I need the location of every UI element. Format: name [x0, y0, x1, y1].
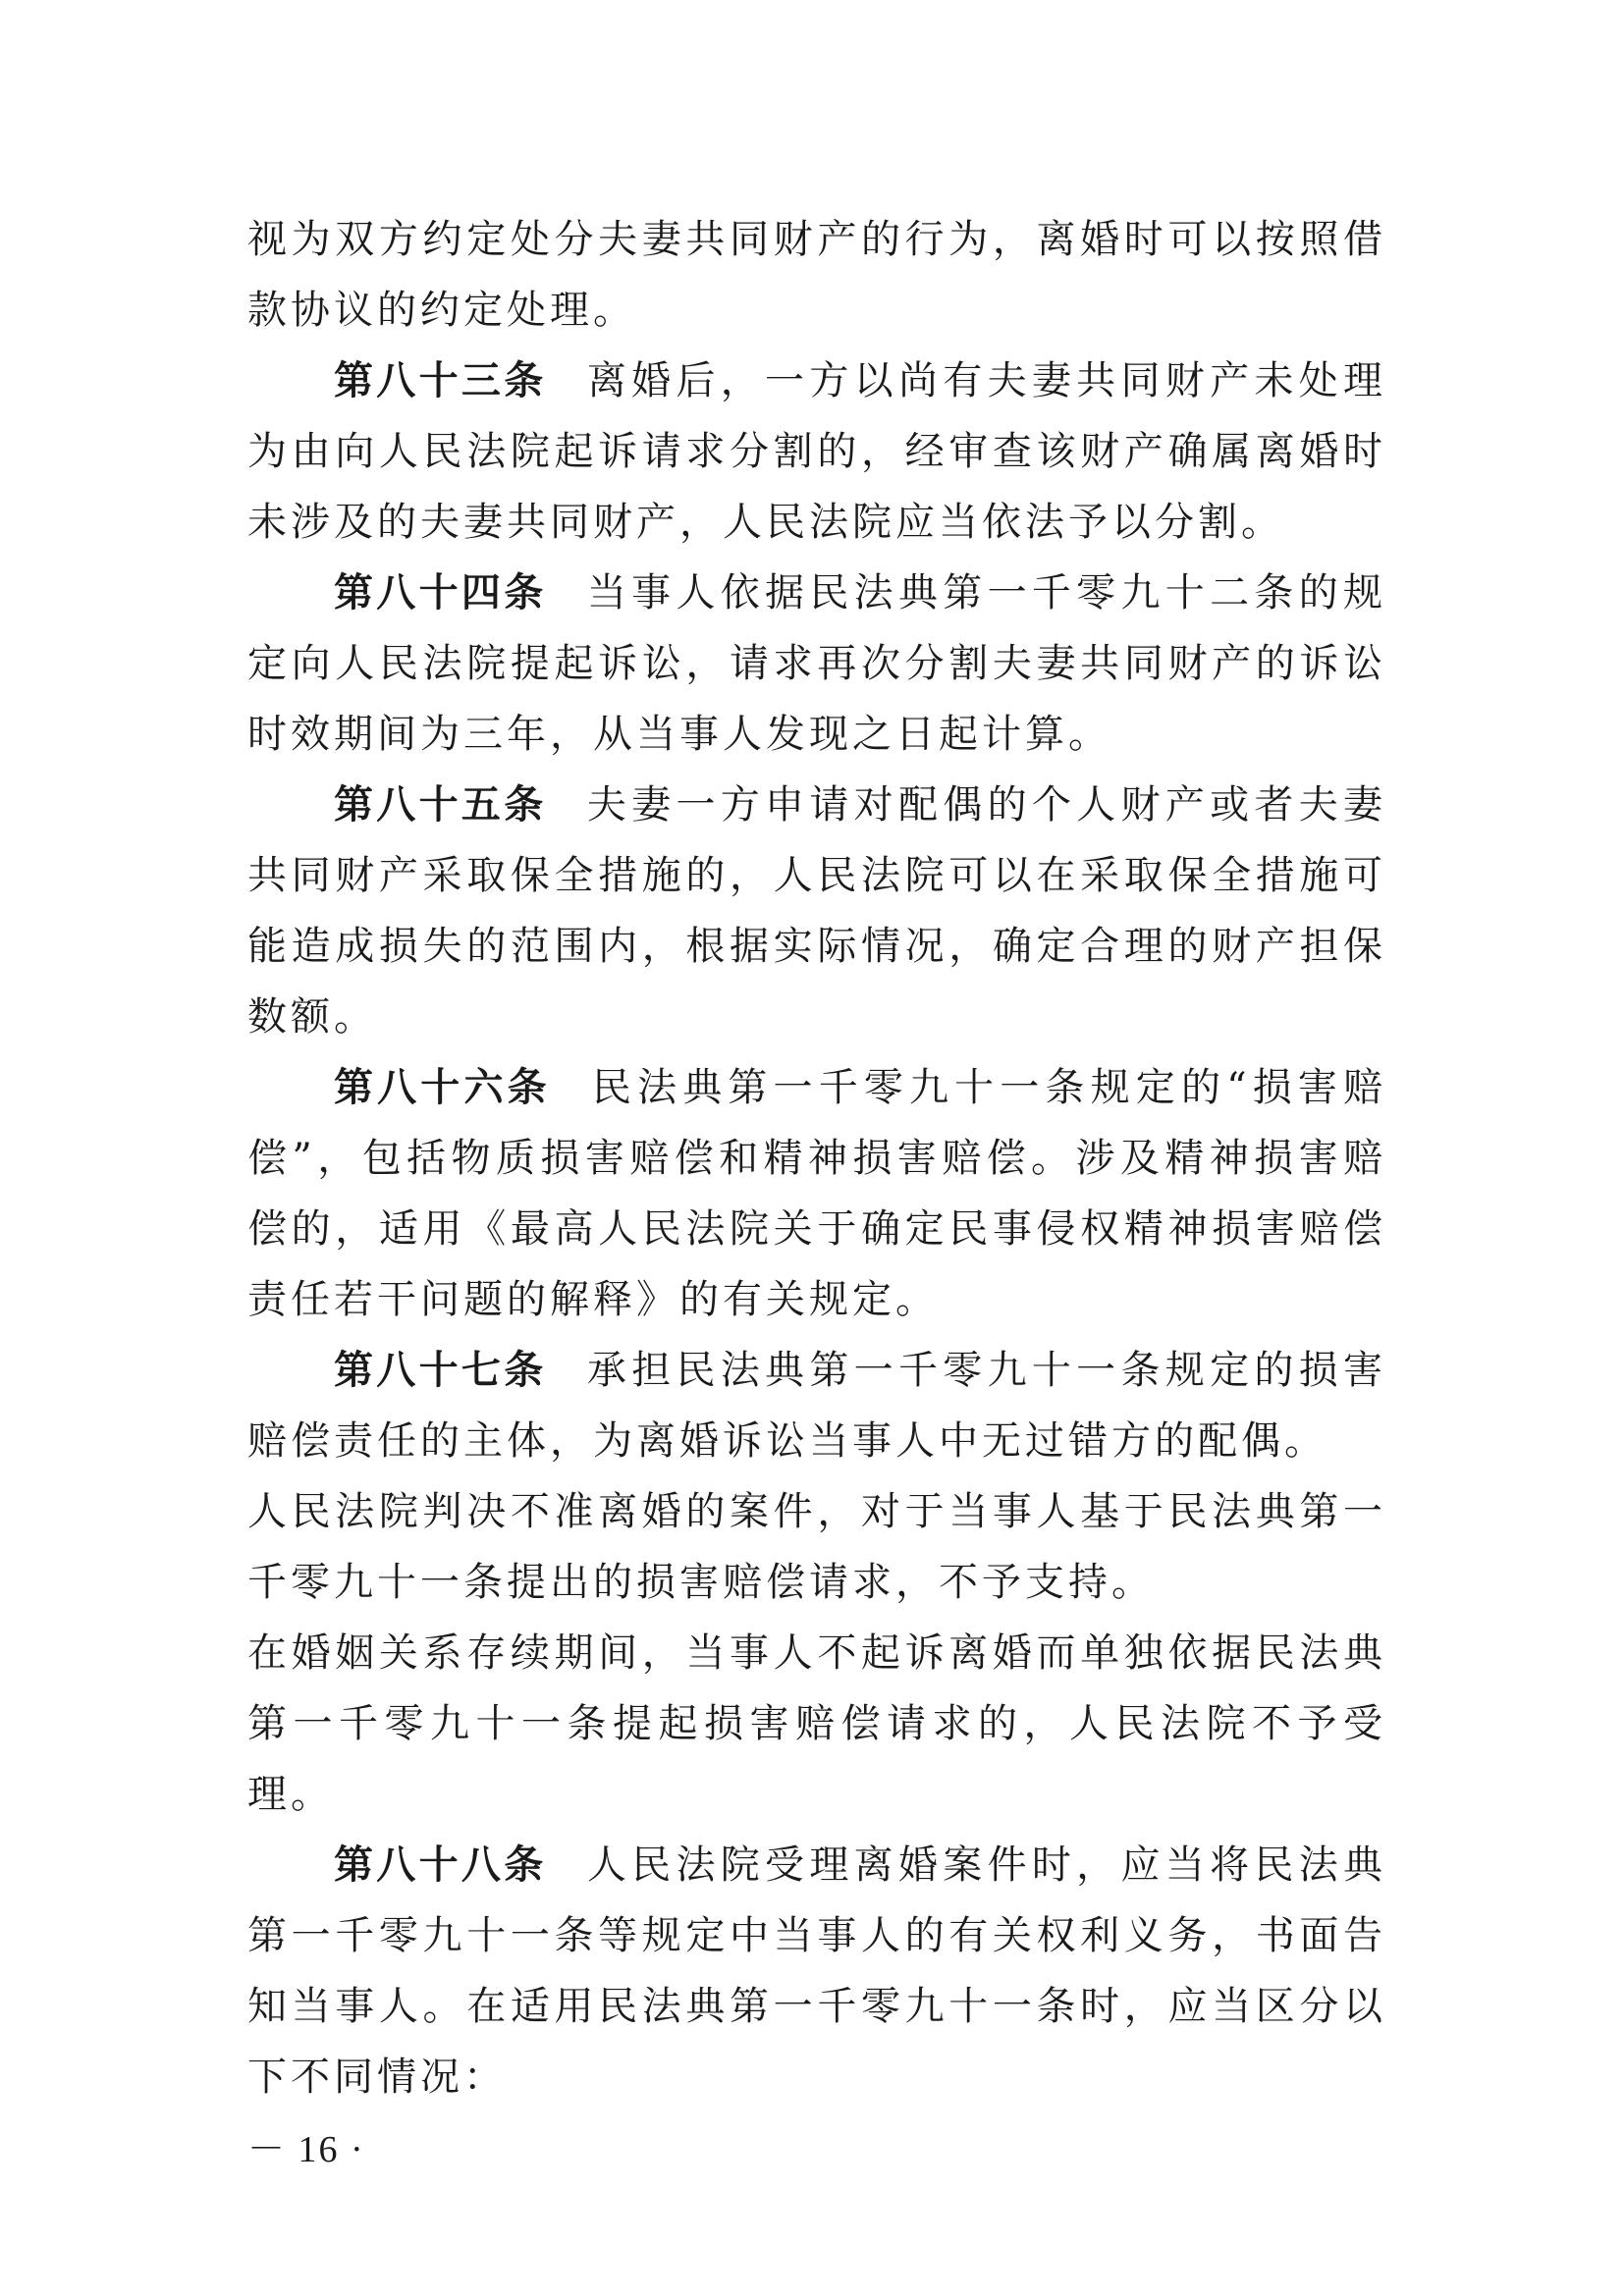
article-text: 当事人依据民法典第一千零九十二条的规定向人民法院提起诉讼，请求再次分割夫妻共同财产的诉讼时效期间为三年，从当事人发现之日起计算。 — [247, 570, 1387, 757]
article-84 — [247, 558, 1386, 770]
paragraph-continuation — [247, 204, 1386, 346]
article-87 — [247, 1335, 1386, 1476]
article-number: 第八十八条 — [334, 1842, 547, 1888]
article-88 — [247, 1830, 1386, 2112]
article-text: 人民法院受理离婚案件时，应当将民法典第一千零九十一条等规定中当事人的有关权利义务，书面告知当事人。在适用民法典第一千零九十一条时，应当区分以下不同情况： — [247, 1842, 1387, 2100]
article-86 — [247, 1052, 1386, 1335]
body-text — [247, 204, 1386, 2112]
article-number: 第八十七条 — [334, 1348, 547, 1393]
article-85 — [247, 770, 1386, 1052]
article-number: 第八十五条 — [334, 782, 547, 828]
paragraph-text: 在婚姻关系存续期间，当事人不起诉离婚而单独依据民法典第一千零九十一条提起损害赔偿请求的，人民法院不予受理。 — [247, 1630, 1386, 1817]
article-87-clause-2 — [247, 1476, 1386, 1618]
article-number: 第八十六条 — [334, 1065, 551, 1110]
article-number: 第八十四条 — [334, 570, 547, 615]
article-text: 承担民法典第一千零九十一条规定的损害赔偿责任的主体，为离婚诉讼当事人中无过错方的配偶。 — [247, 1348, 1387, 1464]
article-83 — [247, 346, 1386, 558]
article-number: 第八十三条 — [334, 358, 547, 403]
paragraph-text: 视为双方约定处分夫妻共同财产的行为，离婚时可以按照借款协议的约定处理。 — [247, 217, 1386, 333]
article-text: 夫妻一方申请对配偶的个人财产或者夫妻共同财产采取保全措施的，人民法院可以在采取保全措施可能造成损失的范围内，根据实际情况，确定合理的财产担保数额。 — [247, 782, 1387, 1040]
paragraph-text: 人民法院判决不准离婚的案件，对于当事人基于民法典第一千零九十一条提出的损害赔偿请求，不予支持。 — [247, 1489, 1386, 1605]
page-number: － 16 · — [247, 2129, 365, 2170]
article-text: 离婚后，一方以尚有夫妻共同财产未处理为由向人民法院起诉请求分割的，经审查该财产确属离婚时未涉及的夫妻共同财产，人民法院应当依法予以分割。 — [247, 358, 1387, 545]
article-text: 民法典第一千零九十一条规定的“损害赔偿”，包括物质损害赔偿和精神损害赔偿。涉及精神损害赔偿的，适用《最高人民法院关于确定民事侵权精神损害赔偿责任若干问题的解释》的有关规定。 — [247, 1065, 1387, 1322]
article-87-clause-3 — [247, 1618, 1386, 1830]
